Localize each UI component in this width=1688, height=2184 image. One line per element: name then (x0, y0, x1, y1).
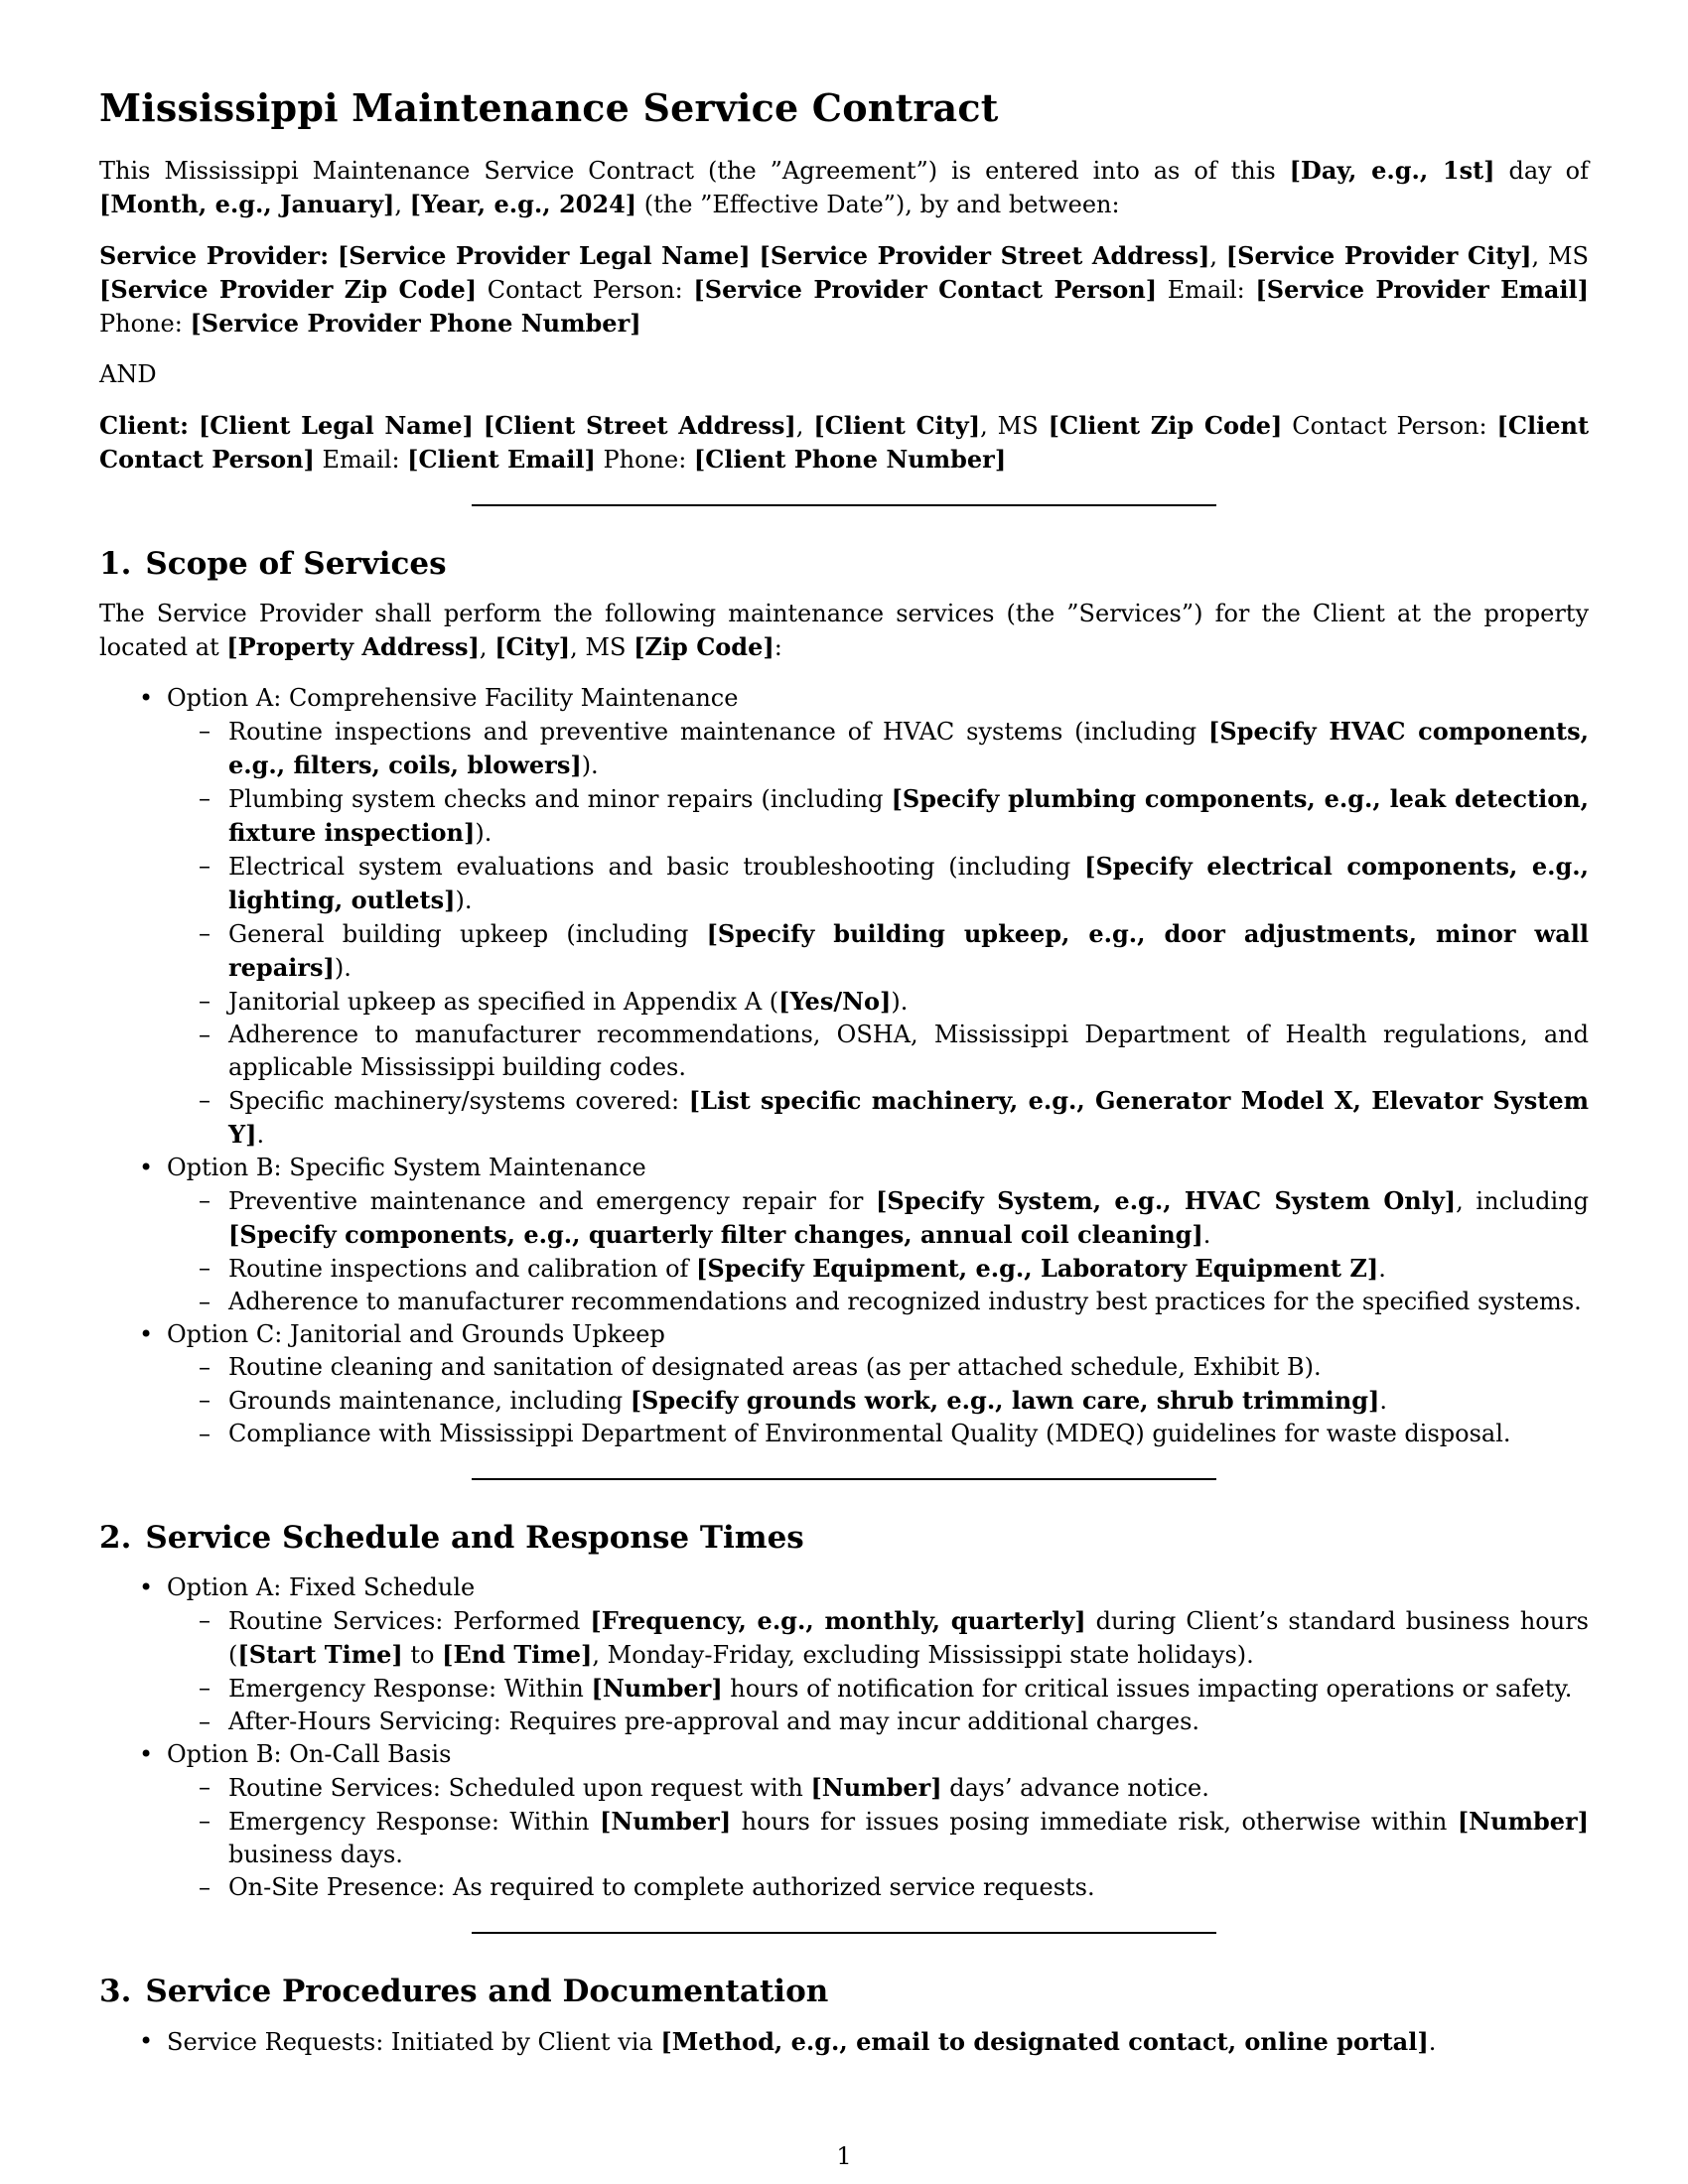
day-placeholder: [Day, e.g., 1st] (1289, 156, 1495, 185)
list-item: – Specific machinery/systems covered: [List specific machinery, e.g., Generator Model X, Elevator System Y]. (228, 1084, 1589, 1152)
list-item: – Adherence to manufacturer recommendations and recognized industry best practices for the specified systems. (228, 1286, 1589, 1318)
list-item: – Emergency Response: Within [Number] hours for issues posing immediate risk, otherwise within [Number] business days. (228, 1805, 1589, 1871)
list-item: – Routine Services: Scheduled upon request with [Number] days’ advance notice. (228, 1771, 1589, 1805)
year-placeholder: [Year, e.g., 2024] (409, 190, 637, 218)
horizontal-rule (472, 1932, 1216, 1934)
sub-list (167, 1184, 1589, 1318)
page-number: 1 (836, 2142, 852, 2170)
intro-paragraph: This Mississippi Maintenance Service Contract (the ”Agreement”) is entered into as of this [Day, e.g., 1st] day of [Month, e.g., January], [Year, e.g., 2024] (the ”Effective Date”), by and between: (99, 156, 1590, 218)
horizontal-rule (472, 1478, 1216, 1480)
list-item: – Grounds maintenance, including [Specify grounds work, e.g., lawn care, shrub trimming]. (228, 1384, 1589, 1418)
section-intro: The Service Provider shall perform the following maintenance services (the ”Services”) for the Client at the property located at [Property Address], [City], MS [Zip Code]: (99, 600, 1589, 661)
list-item: – Compliance with Mississippi Department of Environmental Quality (MDEQ) guidelines for waste disposal. (228, 1418, 1589, 1450)
list-item: – Electrical system evaluations and basic troubleshooting (including [Specify electrical components, e.g., lighting, outlets]). (228, 850, 1589, 917)
list-item: • Option C: Janitorial and Grounds Upkeep – Routine cleaning and sanitation of designated areas (as per attached schedule, Exhibit B). – Grounds maintenance, including [Specify grounds work, e.g., lawn care, shrub trimming]. – Compliance with Mississippi Department of Environmental Quality (MDEQ) guidelines for waste disposal. (167, 1318, 1589, 1450)
options-list (99, 1571, 1589, 1904)
list-item: • Service Requests: Initiated by Client via [Method, e.g., email to designated contact, online portal]. (167, 2025, 1589, 2059)
sub-list (167, 1351, 1589, 1450)
list-item: – Janitorial upkeep as specified in Appendix A ([Yes/No]). (228, 985, 1589, 1019)
list-item: – Adherence to manufacturer recommendations, OSHA, Mississippi Department of Health regulations, and applicable Mississippi building codes. (228, 1019, 1589, 1084)
list-item: – General building upkeep (including [Specify building upkeep, e.g., door adjustments, minor wall repairs]). (228, 917, 1589, 985)
section-heading: 1. Scope of Services (99, 546, 447, 582)
section-heading: 2. Service Schedule and Response Times (99, 1520, 804, 1556)
list-item: • Option A: Fixed Schedule – Routine Services: Performed [Frequency, e.g., monthly, quarterly] during Client’s standard business hours ([Start Time] to [End Time], Monday-Friday, excluding Mississippi state holidays). – Emergency Response: Within [Number] hours of notification for critical issues impacting operations or safety. – After-Hours Servicing: Requires pre-approval and may incur additional charges. (167, 1571, 1589, 1738)
document-page (99, 85, 1589, 2059)
sub-list (167, 1604, 1589, 1738)
list-item: – After-Hours Servicing: Requires pre-approval and may incur additional charges. (228, 1706, 1589, 1738)
list-item: – On-Site Presence: As required to complete authorized service requests. (228, 1871, 1589, 1904)
list-item: – Preventive maintenance and emergency repair for [Specify System, e.g., HVAC System Only], including [Specify components, e.g., quarterly filter changes, annual coil cleaning]. (228, 1184, 1589, 1252)
list-item: – Routine inspections and calibration of [Specify Equipment, e.g., Laboratory Equipment Z]. (228, 1252, 1589, 1286)
list-item: – Emergency Response: Within [Number] hours of notification for critical issues impacting operations or safety. (228, 1672, 1589, 1706)
list-item: – Routine inspections and preventive maintenance of HVAC systems (including [Specify HVAC components, e.g., filters, coils, blowers]). (228, 715, 1589, 782)
list-item: • Option A: Comprehensive Facility Maintenance – Routine inspections and preventive maintenance of HVAC systems (including [Specify HVAC components, e.g., filters, coils, blowers]). – Plumbing system checks and minor repairs (including [Specify plumbing components, e.g., leak detection, fixture inspection]). – Electrical system evaluations and basic troubleshooting (including [Specify electrical components, e.g., lighting, outlets]). – General building upkeep (including [Specify building upkeep, e.g., door adjustments, minor wall repairs]). – Janitorial upkeep as specified in Appendix A ([Yes/No]). – Adherence to manufacturer recommendations, OSHA, Mississippi Department of Health regulations, and applicable Mississippi building codes. – Specific machinery/systems covered: [List specific machinery, e.g., Generator Model X, Elevator System Y]. (167, 682, 1589, 1152)
list-item: • Option B: On-Call Basis – Routine Services: Scheduled upon request with [Number] days’ advance notice. – Emergency Response: Within [Number] hours for issues posing immediate risk, otherwise within [Number] business days. – On-Site Presence: As required to complete authorized service requests. (167, 1738, 1589, 1904)
sub-list (167, 715, 1589, 1152)
horizontal-rule (472, 504, 1216, 506)
list-item: • Option B: Specific System Maintenance – Preventive maintenance and emergency repair for [Specify System, e.g., HVAC System Only], including [Specify components, e.g., quarterly filter changes, annual coil cleaning]. – Routine inspections and calibration of [Specify Equipment, e.g., Laboratory Equipment Z]. – Adherence to manufacturer recommendations and recognized industry best practices for the specified systems. (167, 1152, 1589, 1318)
procedures-list (99, 2025, 1589, 2059)
and-separator: AND (99, 360, 157, 388)
list-item: – Plumbing system checks and minor repairs (including [Specify plumbing components, e.g., leak detection, fixture inspection]). (228, 782, 1589, 850)
options-list (99, 682, 1589, 1450)
section-heading: 3. Service Procedures and Documentation (99, 1974, 829, 2009)
list-item: – Routine Services: Performed [Frequency, e.g., monthly, quarterly] during Client’s standard business hours ([Start Time] to [End Time], Monday-Friday, excluding Mississippi state holidays). (228, 1604, 1589, 1672)
sub-list (167, 1771, 1589, 1904)
service-provider-block: Service Provider: [Service Provider Legal Name] [Service Provider Street Address], [Service Provider City], MS [Service Provider Zip Code] Contact Person: [Service Provider Contact Person] Email: [Service Provider Email] Phone: [Service Provider Phone Number] (99, 241, 1590, 338)
client-block: Client: [Client Legal Name] [Client Street Address], [Client City], MS [Client Zip Code] Contact Person: [Client Contact Person] Email: [Client Email] Phone: [Client Phone Number] (99, 411, 1590, 474)
list-item: – Routine cleaning and sanitation of designated areas (as per attached schedule, Exhibit B). (228, 1351, 1589, 1384)
document-title: Mississippi Maintenance Service Contract (99, 85, 999, 130)
month-placeholder: [Month, e.g., January] (99, 190, 395, 218)
